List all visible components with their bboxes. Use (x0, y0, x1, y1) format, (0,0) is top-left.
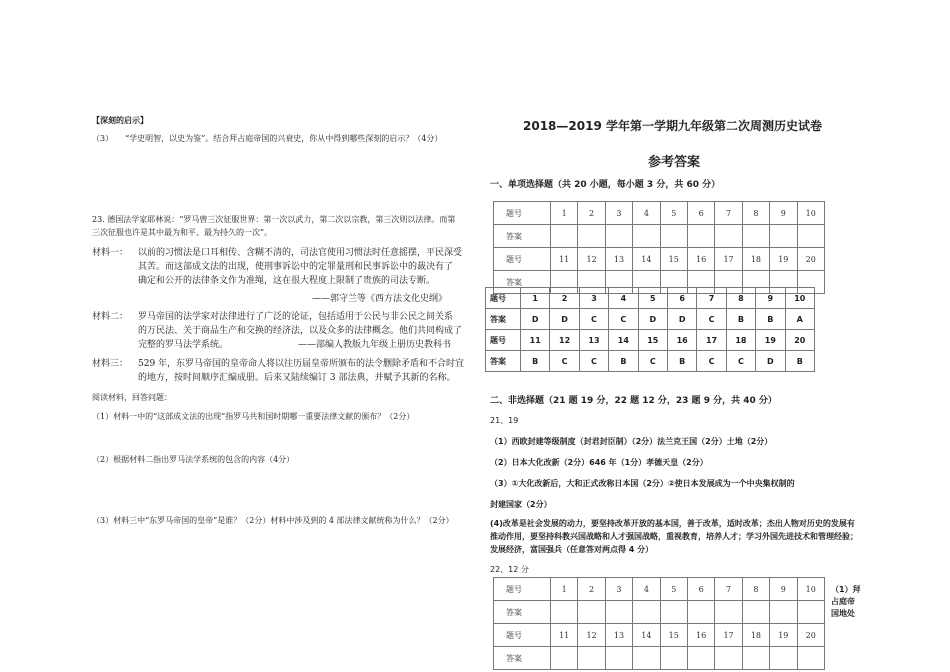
answer-cell: D (638, 309, 667, 330)
material-2-line: 的万民法、关于商品生产和交换的经济法，以及众多的法律概念。他们共同构成了 (138, 326, 463, 336)
section-1-heading: 一、单项选择题（共 20 小题，每小题 3 分，共 60 分） (490, 180, 721, 190)
answer-cell: C (609, 309, 638, 330)
table-cell: 14 (633, 624, 660, 647)
header-cell: 答案 (494, 601, 551, 624)
header-cell: 答案 (494, 647, 551, 670)
table-cell: 9 (770, 202, 797, 225)
table-cell: 12 (578, 248, 605, 271)
section-2-heading: 二、非选择题（21 题 19 分，22 题 12 分，23 题 9 分，共 40 分） (490, 396, 777, 406)
material-3-line: 的地方，按时间顺序汇编成册。后来又陆续编订 3 部法典，并赋予其新的名称。 (138, 373, 456, 383)
table-cell: 19 (770, 248, 797, 271)
material-1-line: 其苦。而这部成文法的出现，使刑事诉讼中的定罪量刑和民事诉讼中的裁决有了 (138, 262, 454, 272)
table-cell: 5 (660, 202, 687, 225)
table-cell: 1 (551, 202, 578, 225)
table-cell: 7 (697, 288, 726, 309)
material-1-label: 材料一： (92, 248, 129, 258)
question-22-label: 22、12 分 (490, 565, 529, 574)
table-cell: 11 (521, 330, 550, 351)
table-cell: 3 (579, 288, 608, 309)
table-cell: 2 (578, 202, 605, 225)
header-cell: 答案 (486, 351, 521, 372)
header-cell: 答案 (494, 271, 551, 294)
table-cell: 10 (785, 288, 814, 309)
table-cell: 19 (756, 330, 785, 351)
side-answer-line: 占庭帝 (831, 597, 855, 606)
answer-cell: D (667, 309, 696, 330)
table-cell: 16 (687, 624, 714, 647)
header-cell: 题号 (486, 330, 521, 351)
table-cell: 15 (660, 248, 687, 271)
table-cell: 13 (579, 330, 608, 351)
question-23-line2: 三次征服也许是其中最为和平、最为持久的一次”。 (92, 228, 273, 237)
answer-cell: D (756, 351, 785, 372)
read-instruction: 阅读材料，回答问题： (92, 393, 172, 402)
header-cell: 题号 (486, 288, 521, 309)
table-cell: 4 (609, 288, 638, 309)
material-3 (92, 357, 472, 385)
table-cell: 15 (638, 330, 667, 351)
table-row (494, 202, 825, 225)
answer-cell: B (609, 351, 638, 372)
table-cell: 2 (550, 288, 579, 309)
table-row (494, 248, 825, 271)
answer-cell: B (726, 309, 755, 330)
answer-21-4-cont: 推动作用，要坚持科教兴国战略和人才强国战略，重视教育，培养人才；学习外国先进技术和管理经验； (490, 532, 858, 541)
header-cell: 答案 (494, 225, 551, 248)
material-2-label: 材料二： (92, 312, 129, 322)
table-cell: 20 (797, 248, 824, 271)
answer-cell: B (667, 351, 696, 372)
table-cell: 11 (551, 248, 578, 271)
blank-answer-grid-2 (493, 577, 825, 670)
table-cell: 17 (715, 248, 742, 271)
table-cell: 8 (742, 202, 769, 225)
answer-cell: D (521, 309, 550, 330)
answer-cell: C (638, 351, 667, 372)
table-cell: 6 (667, 288, 696, 309)
table-cell: 5 (638, 288, 667, 309)
answer-subtitle: 参考答案 (648, 155, 701, 170)
material-2-source: ——部编人教版九年级上册历史教科书 (298, 340, 452, 350)
table-row (486, 309, 815, 330)
answer-key-grid (485, 287, 815, 372)
table-cell: 9 (756, 288, 785, 309)
header-cell: 题号 (494, 578, 551, 601)
sub-question-2: （2）根据材料二指出罗马法学系统的包含的内容（4分） (92, 455, 295, 464)
table-cell: 19 (770, 624, 797, 647)
header-cell: 题号 (494, 202, 551, 225)
table-row (486, 351, 815, 372)
table-row (494, 578, 825, 601)
side-answer-line: （1）拜 (831, 585, 861, 594)
answer-cell: B (521, 351, 550, 372)
table-cell: 20 (797, 624, 824, 647)
table-cell: 1 (521, 288, 550, 309)
answer-cell: C (697, 351, 726, 372)
table-cell: 10 (797, 578, 824, 601)
table-cell: 13 (605, 248, 632, 271)
table-cell: 16 (667, 330, 696, 351)
table-row (494, 624, 825, 647)
side-answer (831, 584, 861, 620)
answer-21-1: （1）西欧封建等级制度（封君封臣制）（2分）法兰克王国（2分）土地（2分） (490, 437, 773, 446)
table-cell: 1 (551, 578, 578, 601)
answer-21-2: （2）日本大化改新（2分）646 年（1分）孝德天皇（2分） (490, 458, 708, 467)
table-cell: 18 (742, 624, 769, 647)
answer-cell: C (579, 309, 608, 330)
side-answer-line: 国地处 (831, 609, 855, 618)
answer-21-3: （3）①大化改新后，大和正式改称日本国（2分）②使日本发展成为一个中央集权制的 (490, 479, 795, 488)
table-row (486, 288, 815, 309)
material-1-source: ——郭守兰等《西方法文化史纲》 (312, 294, 448, 304)
page-title: 2018—2019 学年第一学期九年级第二次周测历史试卷 (523, 119, 822, 133)
answer-cell: B (785, 351, 814, 372)
table-cell: 3 (605, 202, 632, 225)
section-heading: 【深刻的启示】 (92, 116, 148, 125)
table-cell: 14 (609, 330, 638, 351)
table-cell: 8 (726, 288, 755, 309)
table-cell: 18 (726, 330, 755, 351)
question-23-line1: 23. 德国法学家耶林说：“罗马曾三次征服世界：第一次以武力，第二次以宗教，第三次则以法律。而第 (92, 215, 456, 224)
table-cell: 8 (742, 578, 769, 601)
table-cell: 20 (785, 330, 814, 351)
table-cell: 15 (660, 624, 687, 647)
table-cell: 7 (715, 202, 742, 225)
sub-question-1: （1）材料一中的“这部成文法的出现”指罗马共和国时期哪一重要法律文献的颁布？（2分） (92, 412, 415, 421)
table-cell: 9 (770, 578, 797, 601)
header-cell: 题号 (494, 248, 551, 271)
table-cell: 13 (605, 624, 632, 647)
table-cell: 2 (578, 578, 605, 601)
table-cell: 16 (687, 248, 714, 271)
table-row (486, 330, 815, 351)
blank-answer-grid (493, 201, 825, 294)
material-2-line: 罗马帝国的法学家对法律进行了广泛的论证，包括适用于公民与非公民之间关系 (138, 312, 454, 322)
table-cell: 5 (660, 578, 687, 601)
answer-cell: A (785, 309, 814, 330)
table-cell: 18 (742, 248, 769, 271)
table-cell: 17 (715, 624, 742, 647)
header-cell: 题号 (494, 624, 551, 647)
material-1 (92, 246, 472, 288)
material-3-label: 材料三： (92, 359, 129, 369)
table-row (494, 647, 825, 670)
answer-cell: C (697, 309, 726, 330)
table-cell: 7 (715, 578, 742, 601)
question-21-label: 21、19 (490, 416, 519, 425)
table-cell: 17 (697, 330, 726, 351)
answer-cell: B (756, 309, 785, 330)
table-cell: 3 (605, 578, 632, 601)
table-cell: 12 (578, 624, 605, 647)
sub-question-3: （3）材料三中“东罗马帝国的皇帝”是谁？（2分）材料中涉及到的 4 部法律文献统称为什么？（2分） (92, 516, 454, 525)
table-row (494, 225, 825, 248)
table-cell: 10 (797, 202, 824, 225)
answer-cell: D (550, 309, 579, 330)
material-1-line: 以前的习惯法是口耳相传、含糊不清的，司法官使用习惯法时任意摇摆，平民深受 (138, 248, 463, 258)
answer-21-4: (4)改革是社会发展的动力，要坚持改革开放的基本国，善于改革，适时改革；杰出人物对历史的发展有 (490, 519, 855, 528)
table-row (494, 601, 825, 624)
material-3-line: 529 年，东罗马帝国的皇帝命人将以往历届皇帝所颁布的法令删除矛盾和不合时宜 (138, 359, 465, 369)
question-3: （3） “学史明智，以史为鉴”。结合拜占庭帝国的兴衰史，你从中得到哪些深刻的启示？（4分） (92, 134, 443, 143)
answer-21-4-cont: 发展经济，富国强兵（任意答对两点得 4 分） (490, 545, 654, 554)
table-cell: 6 (687, 202, 714, 225)
table-cell: 4 (633, 578, 660, 601)
answer-cell: C (726, 351, 755, 372)
answer-cell: C (579, 351, 608, 372)
table-cell: 11 (551, 624, 578, 647)
material-2-line: 完整的罗马法学系统。 (138, 340, 229, 350)
answer-cell: C (550, 351, 579, 372)
material-1-line: 确定和公开的法律条文作为准绳，这在很大程度上限制了贵族的司法专断。 (138, 276, 436, 286)
table-cell: 14 (633, 248, 660, 271)
table-cell: 12 (550, 330, 579, 351)
table-cell: 4 (633, 202, 660, 225)
header-cell: 答案 (486, 309, 521, 330)
answer-21-3-cont: 封建国家（2分） (490, 500, 552, 509)
table-cell: 6 (687, 578, 714, 601)
